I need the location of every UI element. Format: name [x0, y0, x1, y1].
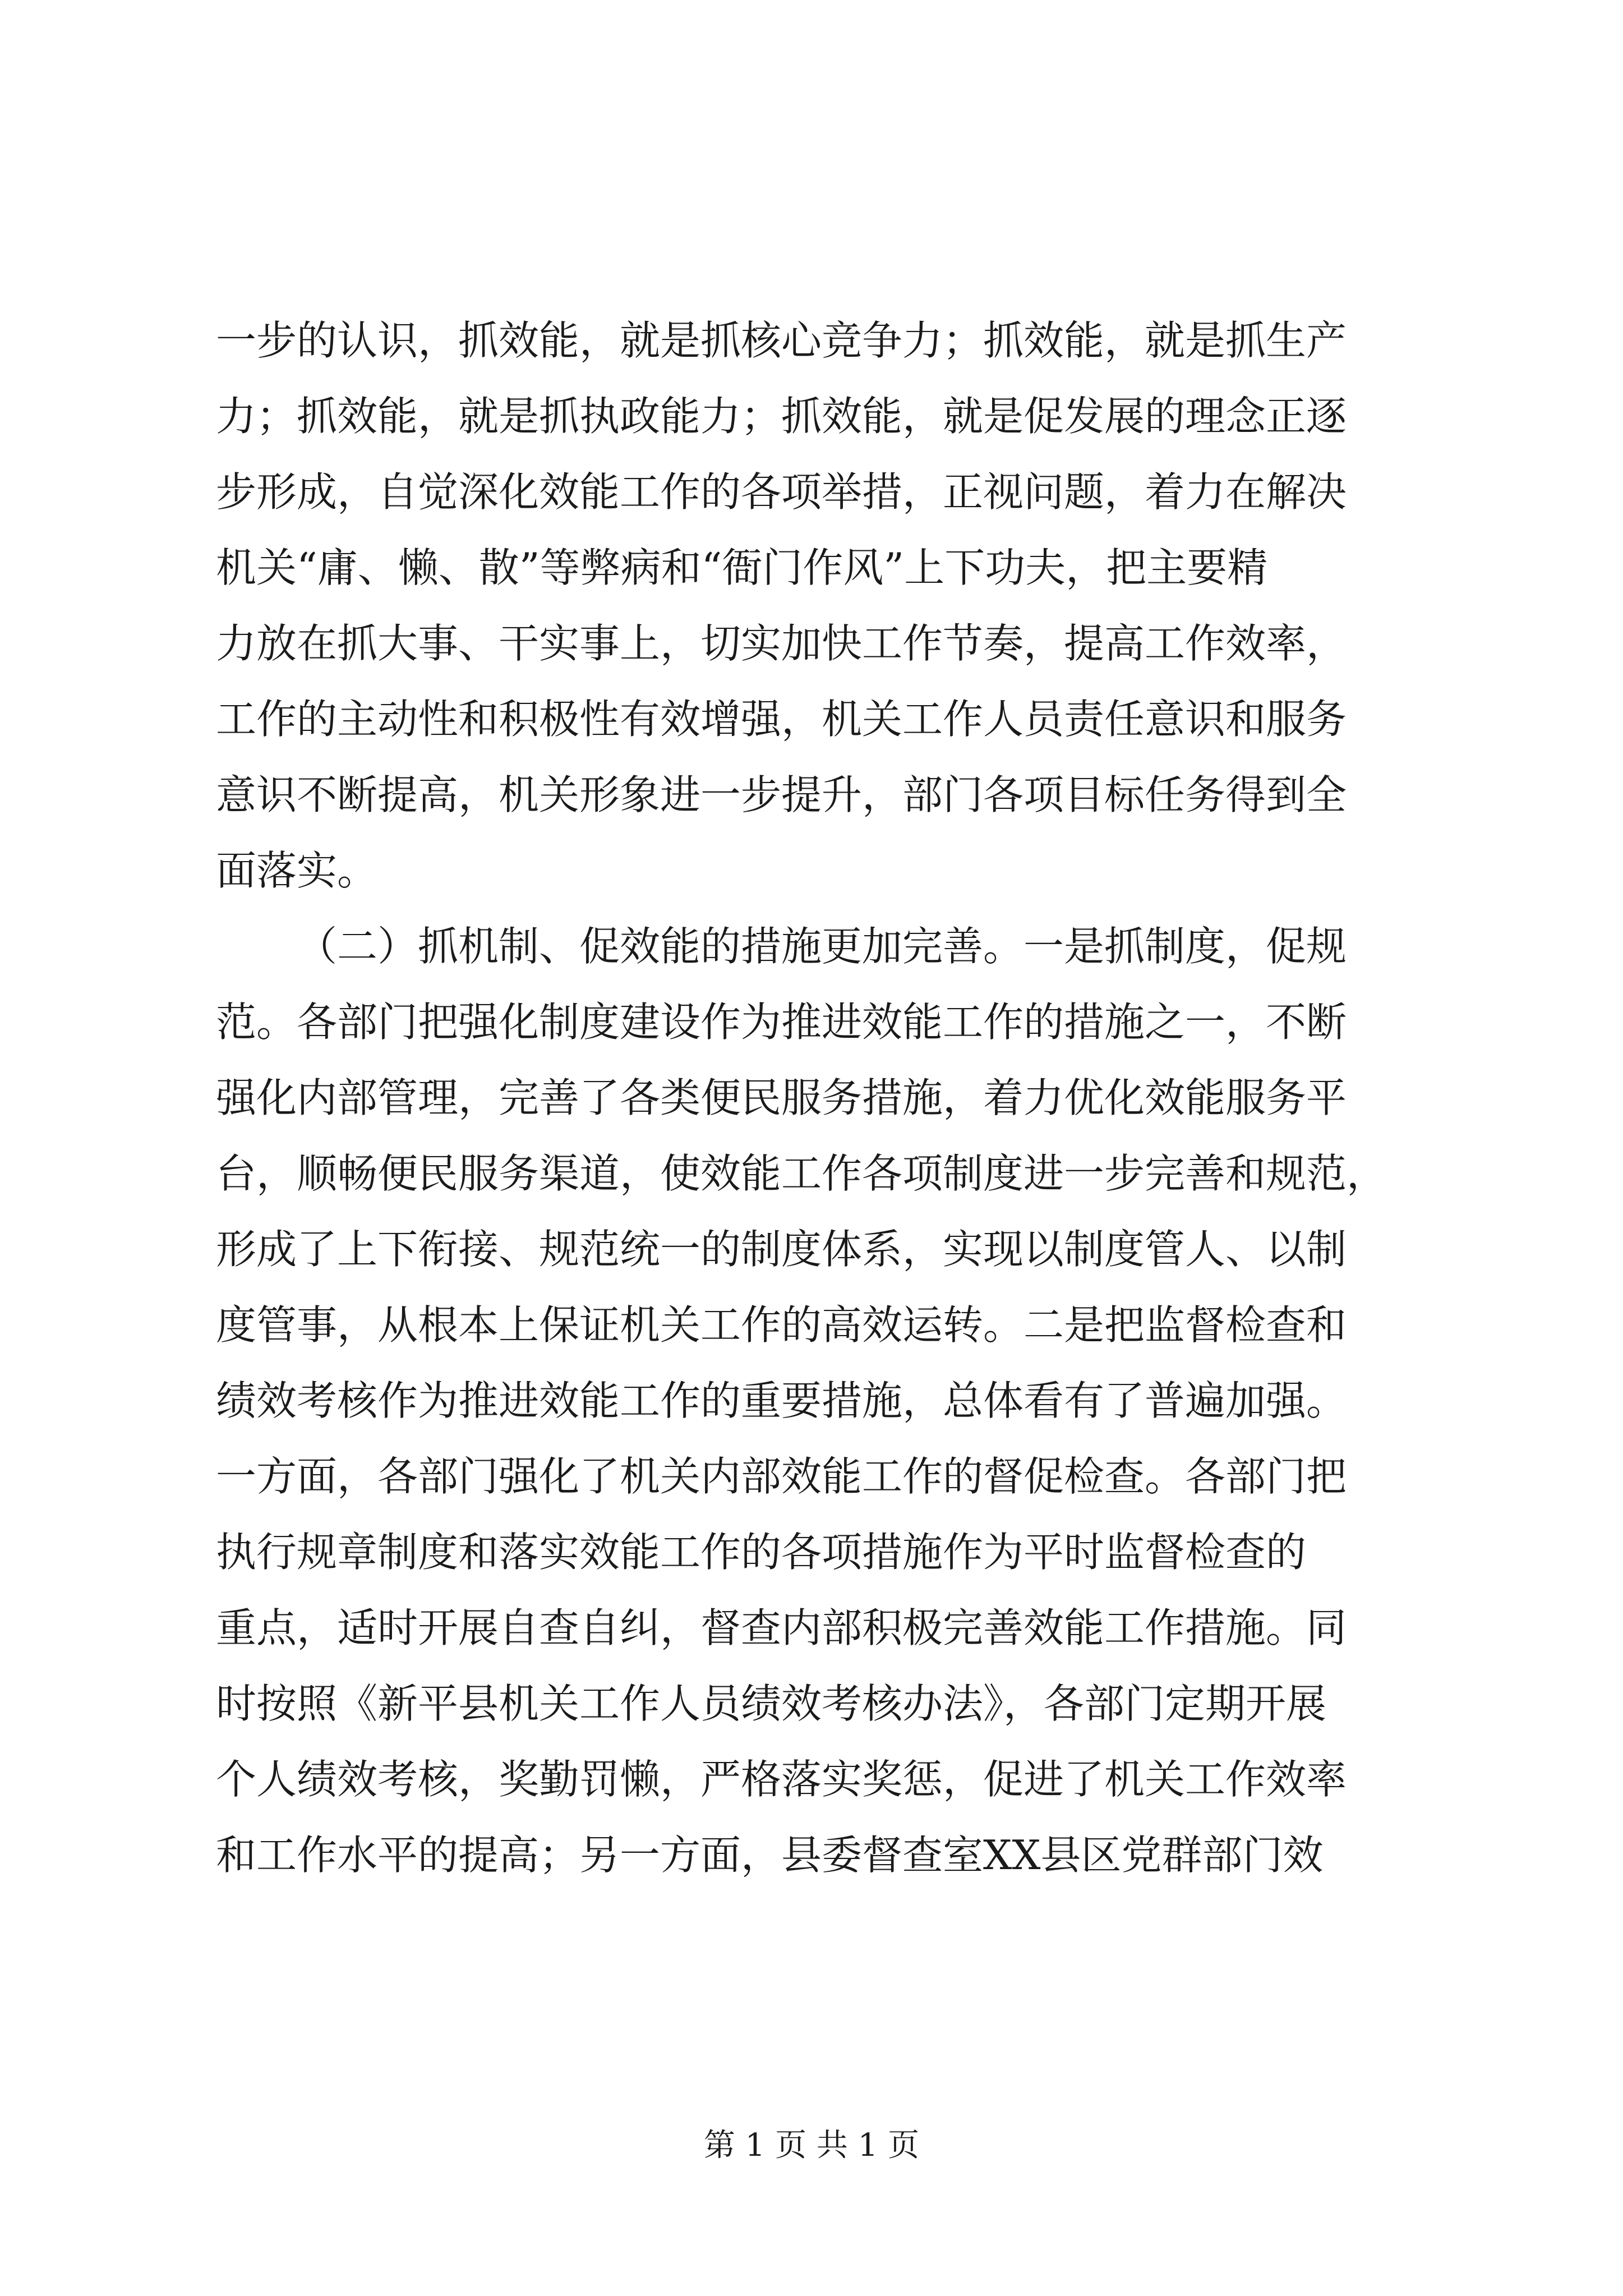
text-line: 绩效考核作为推进效能工作的重要措施，总体看有了普遍加强。 [216, 1377, 1347, 1424]
section-heading-line: （二）抓机制、促效能的措施更加完善。一是抓制度，促规 [297, 923, 1347, 970]
text-line: 强化内部管理，完善了各类便民服务措施，着力优化效能服务平 [216, 1074, 1347, 1121]
text-line: 时按照《新平县机关工作人员绩效考核办法》，各部门定期开展 [216, 1680, 1327, 1727]
text-line: 范。各部门把强化制度建设作为推进效能工作的措施之一，不断 [216, 999, 1347, 1046]
text-line: 重点，适时开展自查自纠，督查内部积极完善效能工作措施。同 [216, 1604, 1347, 1651]
text-line: 台，顺畅便民服务渠道，使效能工作各项制度进一步完善和规范， [216, 1150, 1387, 1197]
text-line: 力；抓效能，就是抓执政能力；抓效能，就是促发展的理念正逐 [216, 393, 1347, 440]
text-line: 一方面，各部门强化了机关内部效能工作的督促检查。各部门把 [216, 1453, 1347, 1500]
text-line: 个人绩效考核，奖勤罚懒，严格落实奖惩，促进了机关工作效率 [216, 1756, 1347, 1803]
text-line: 度管事，从根本上保证机关工作的高效运转。二是把监督检查和 [216, 1301, 1347, 1349]
page-number-footer: 第 1 页 共 1 页 [703, 2127, 920, 2164]
text-line: 工作的主动性和积极性有效增强，机关工作人员责任意识和服务 [216, 696, 1347, 743]
text-line: 面落实。 [216, 847, 378, 894]
text-line: 意识不断提高，机关形象进一步提升，部门各项目标任务得到全 [216, 771, 1347, 818]
text-line: 力放在抓大事、干实事上，切实加快工作节奏，提高工作效率， [216, 620, 1347, 667]
body-text [216, 303, 1422, 1893]
text-line: 和工作水平的提高；另一方面，县委督查室XX县区党群部门效 [216, 1832, 1324, 1879]
text-line: 执行规章制度和落实效能工作的各项措施作为平时监督检查的 [216, 1529, 1307, 1576]
text-line: 一步的认识，抓效能，就是抓核心竞争力；抓效能，就是抓生产 [216, 317, 1347, 364]
text-line: 步形成，自觉深化效能工作的各项举措，正视问题，着力在解决 [216, 468, 1347, 516]
text-line: 形成了上下衔接、规范统一的制度体系，实现以制度管人、以制 [216, 1226, 1347, 1273]
text-line: 机关“庸、懒、散”等弊病和“衙门作风”上下功夫，把主要精 [216, 544, 1268, 591]
